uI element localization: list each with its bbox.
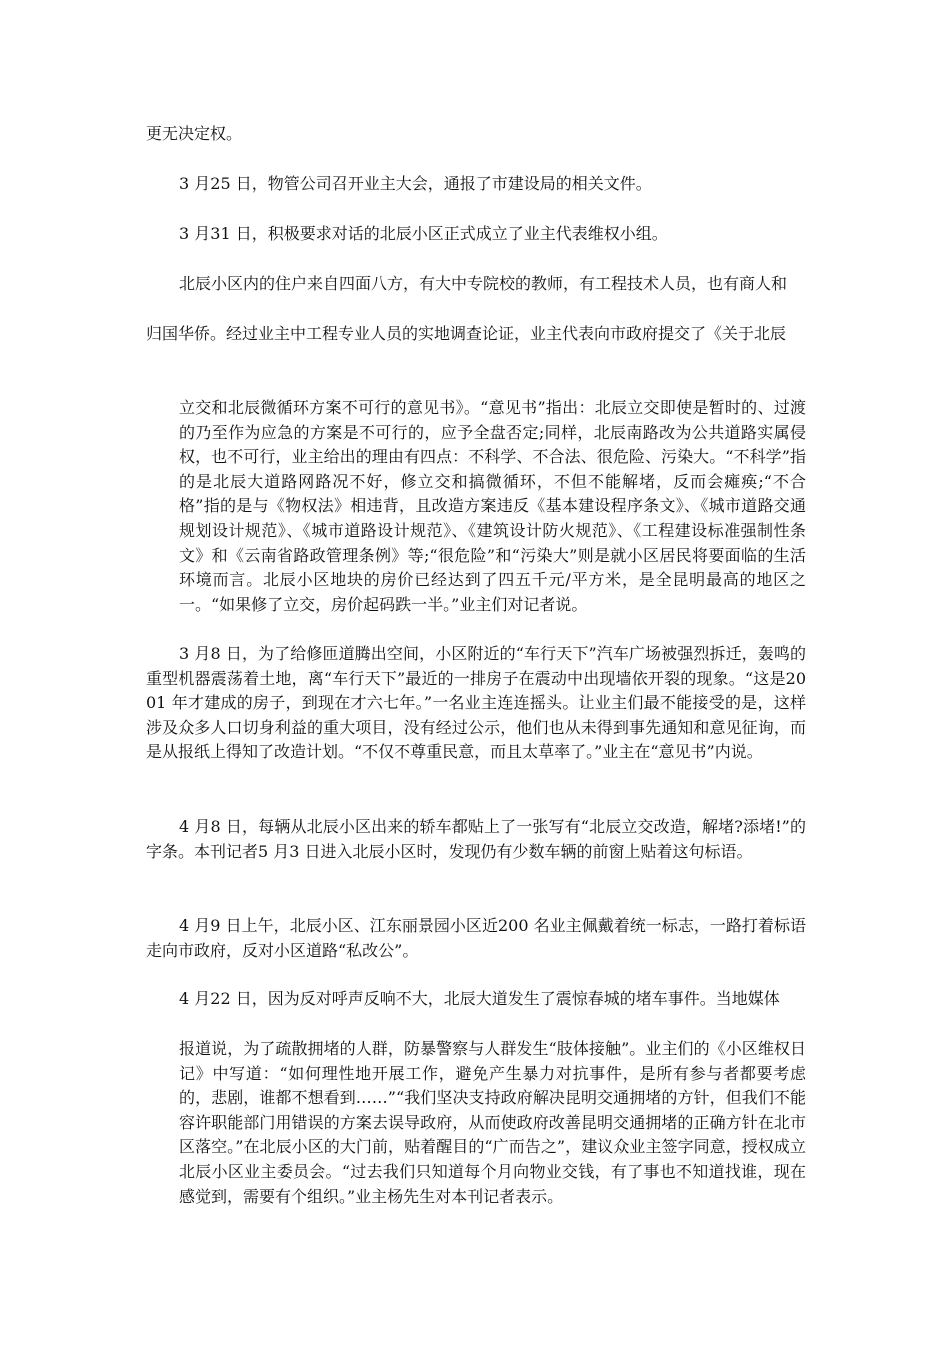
paragraph-3: 3 月31 日，积极要求对话的北辰小区正式成立了业主代表维权小组。 (179, 224, 668, 243)
paragraph-6: 立交和北辰微循环方案不可行的意见书》。“意见书”指出：北辰立交即使是暂时的、过渡的乃至作为应急的方案是不可行的，应予全盘否定;同样，北辰南路改为公共道路实属侵权，也不可行，业主给出的理由有四点：不科学、不合法、很危险、污染大。“不科学”指的是北辰大道路网路况不好，修立交和搞微循环，不但不能解堵，反而会瘫痪;“不合格”指的是与《物权法》相违背，且改造方案违反《基本建设程序条文》、《城市道路交通规划设计规范》、《城市道路设计规范》、《建筑设计防火规范》、《工程建设标准强制性条文》和《云南省路政管理条例》等;“很危险”和“污染大”则是就小区居民将要面临的生活环境而言。北辰小区地块的房价已经达到了四五千元/平方米，是全昆明最高的地区之一。“如果修了立交，房价起码跌一半。”业主们对记者说。 (179, 398, 806, 614)
paragraph-2: 3 月25 日，物管公司召开业主大会，通报了市建设局的相关文件。 (179, 174, 652, 193)
paragraph-9: 4 月9 日上午，北辰小区、江东丽景园小区近200 名业主佩戴着统一标志，一路打着标语走向市政府，反对小区道路“私改公”。 (146, 916, 806, 960)
paragraph-5: 归国华侨。经过业主中工程专业人员的实地调查论证，业主代表向市政府提交了《关于北辰 (146, 324, 787, 343)
paragraph-7: 3 月8 日，为了给修匝道腾出空间，小区附近的“车行天下”汽车广场被强烈拆迁，轰鸣的重型机器震荡着土地，离“车行天下”最近的一排房子在震动中出现墙依开裂的现象。“这是2001 年才建成的房子，到现在才六七年。”一名业主连连摇头。让业主们最不能接受的是，这样涉及众多人口切身利益的重大项目，没有经过公示，他们也从未得到事先通知和意见征询，而是从报纸上得知了改造计划。“不仅不尊重民意，而且太草率了。”业主在“意见书”内说。 (146, 644, 806, 762)
paragraph-1: 更无决定权。 (146, 124, 243, 143)
paragraph-8: 4 月8 日，每辆从北辰小区出来的轿车都贴上了一张写有“北辰立交改造，解堵?添堵!”的字条。本刊记者5 月3 日进入北辰小区时，发现仍有少数车辆的前窗上贴着这句标语。 (146, 817, 806, 861)
paragraph-11: 报道说，为了疏散拥堵的人群，防暴警察与人群发生“肢体接触”。业主们的《小区维权日记》中写道：“如何理性地开展工作，避免产生暴力对抗事件，是所有参与者都要考虑的，悲剧，谁都不想看到……”“我们坚决支持政府解决昆明交通拥堵的方针，但我们不能容许职能部门用错误的方案去误导政府，从而使政府改善昆明交通拥堵的正确方针在北市区落空。”在北辰小区的大门前，贴着醒目的“广而告之”，建议众业主签字同意，授权成立北辰小区业主委员会。“过去我们只知道每个月向物业交钱，有了事也不知道找谁，现在感觉到，需要有个组织。”业主杨先生对本刊记者表示。 (179, 1039, 806, 1206)
paragraph-4: 北辰小区内的住户来自四面八方，有大中专院校的教师，有工程技术人员，也有商人和 (179, 274, 788, 293)
paragraph-10: 4 月22 日，因为反对呼声反响不大，北辰大道发生了震惊春城的堵车事件。当地媒体 (179, 989, 780, 1008)
